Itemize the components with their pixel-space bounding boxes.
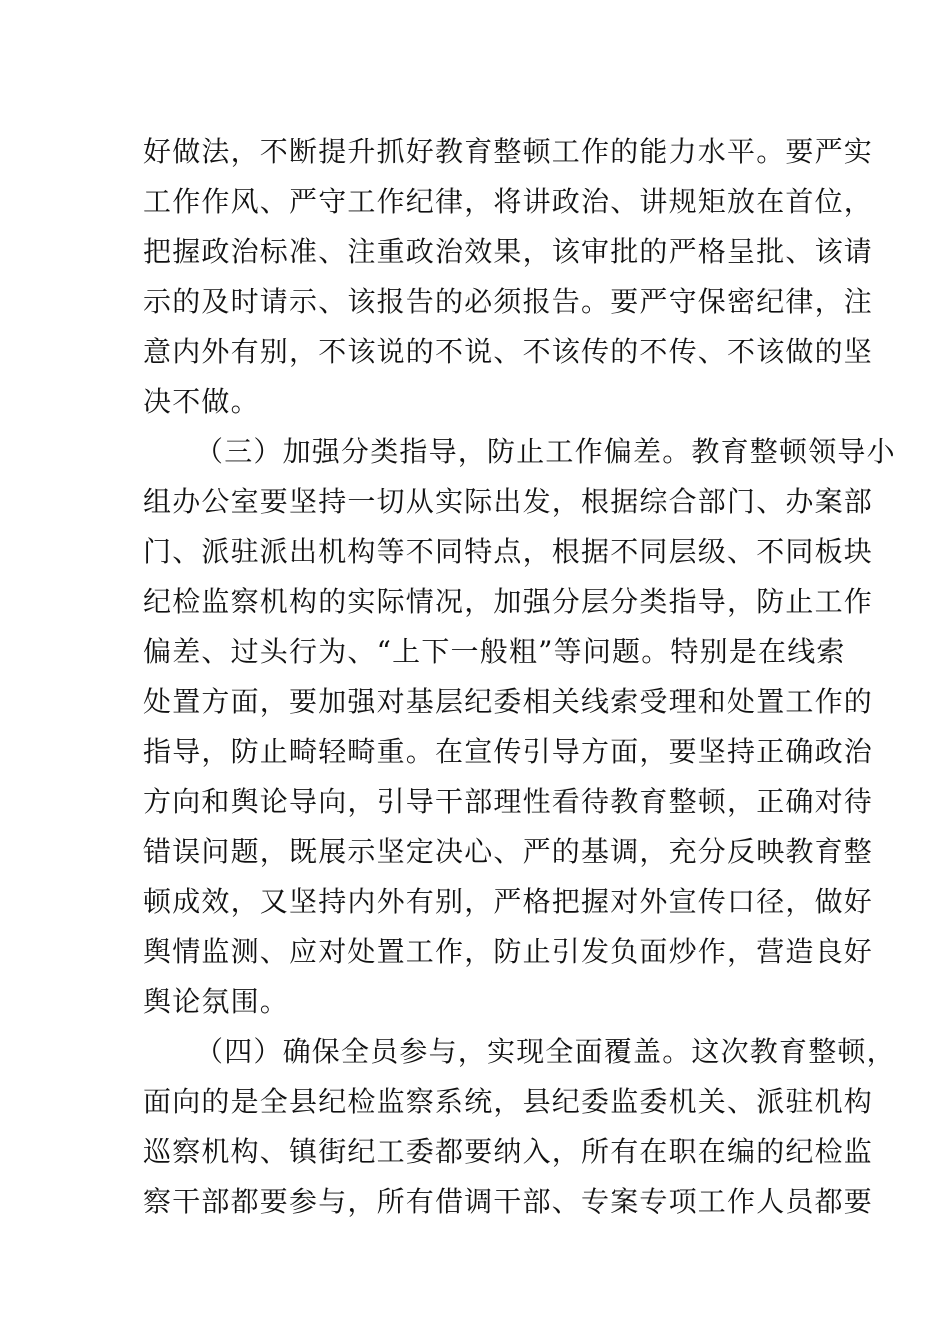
body-line: 察干部都要参与，所有借调干部、专案专项工作人员都要 bbox=[143, 1185, 874, 1218]
body-line: 巡察机构、镇街纪工委都要纳入，所有在职在编的纪检监 bbox=[143, 1135, 874, 1168]
body-line: 处置方面，要加强对基层纪委相关线索受理和处置工作的 bbox=[143, 685, 874, 718]
body-line: 面向的是全县纪检监察系统，县纪委监委机关、派驻机构 bbox=[143, 1085, 874, 1118]
body-line: 意内外有别，不该说的不说、不该传的不传、不该做的坚 bbox=[143, 335, 874, 368]
body-line: 组办公室要坚持一切从实际出发，根据综合部门、办案部 bbox=[143, 485, 874, 518]
body-line: 舆情监测、应对处置工作，防止引发负面炒作，营造良好 bbox=[143, 935, 874, 968]
body-line: 指导，防止畸轻畸重。在宣传引导方面，要坚持正确政治 bbox=[143, 735, 874, 768]
body-line: 方向和舆论导向，引导干部理性看待教育整顿，正确对待 bbox=[143, 785, 874, 818]
body-line: 错误问题，既展示坚定决心、严的基调，充分反映教育整 bbox=[143, 835, 874, 868]
body-line: 决不做。 bbox=[143, 385, 260, 418]
body-line: 好做法，不断提升抓好教育整顿工作的能力水平。要严实 bbox=[143, 135, 874, 168]
body-line: 舆论氛围。 bbox=[143, 985, 290, 1018]
body-line: 示的及时请示、该报告的必须报告。要严守保密纪律，注 bbox=[143, 285, 874, 318]
body-line: 门、派驻派出机构等不同特点，根据不同层级、不同板块 bbox=[143, 535, 874, 568]
section-heading-line: （四）确保全员参与，实现全面覆盖。这次教育整顿， bbox=[195, 1035, 896, 1068]
body-line: 偏差、过头行为、“上下一般粗”等问题。特别是在线索 bbox=[143, 635, 846, 668]
body-line: 顿成效，又坚持内外有别，严格把握对外宣传口径，做好 bbox=[143, 885, 874, 918]
body-line: 纪检监察机构的实际情况，加强分层分类指导，防止工作 bbox=[143, 585, 874, 618]
body-line: 工作作风、严守工作纪律，将讲政治、讲规矩放在首位， bbox=[143, 185, 874, 218]
document-body bbox=[143, 127, 896, 1227]
body-line: 把握政治标准、注重政治效果，该审批的严格呈批、该请 bbox=[143, 235, 874, 268]
section-heading-line: （三）加强分类指导，防止工作偏差。教育整顿领导小 bbox=[195, 435, 896, 468]
